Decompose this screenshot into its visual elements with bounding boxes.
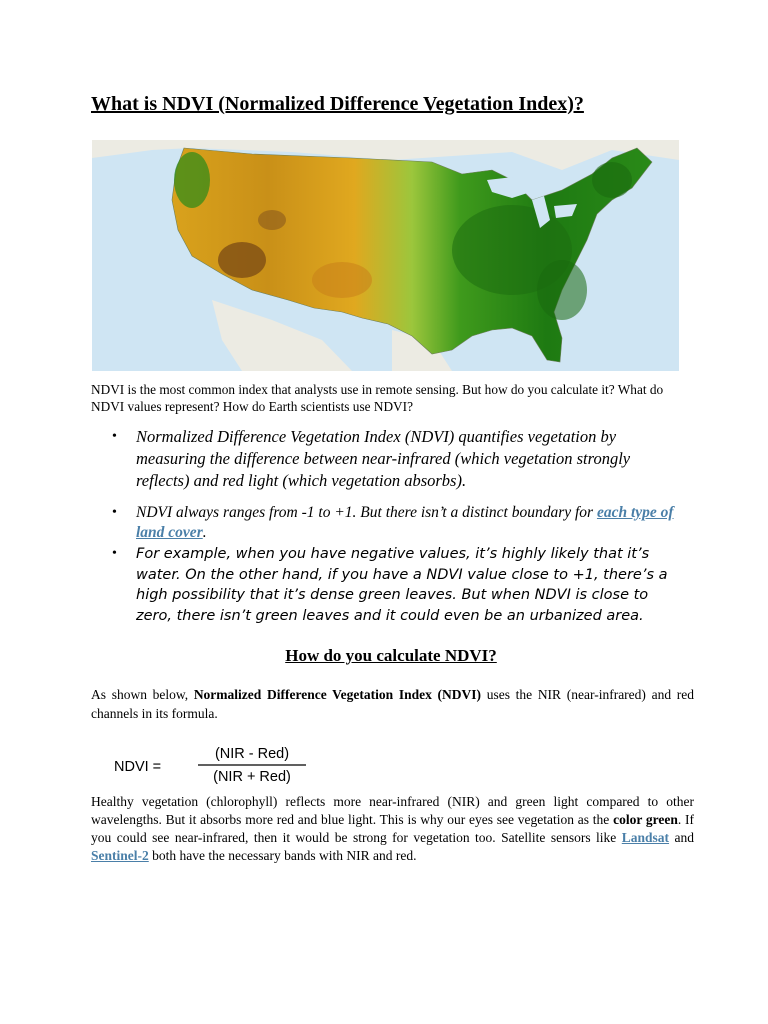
bullet-item [112,544,687,626]
bullet-icon: • [112,505,117,520]
formula-numerator: (NIR - Red) [214,746,290,762]
sentinel-2-link[interactable]: Sentinel-2 [91,848,149,863]
land-cover-link[interactable]: each type of land cover [136,504,674,541]
bullet-item [112,426,687,492]
formula-lhs: NDVI = [114,759,162,775]
text-run: Healthy vegetation (chlorophyll) reflects more near-infrared (NIR) and green light compared to other wavelengths. But it absorbs more red and blue light. This is why our eyes see vegetation as the [91,794,694,827]
intro-paragraph: NDVI is the most common index that analysts use in remote sensing. But how do you calculate it? What do NDVI values represent? How do Earth scientists use NDVI? [91,382,664,414]
page-title: What is NDVI (Normalized Difference Vegetation Index)? [91,93,584,115]
us-ndvi-map [92,140,679,371]
bullet-list [112,426,687,626]
ndvi-formula [92,741,340,787]
bullet-text: NDVI always ranges from -1 to +1. But there isn’t a distinct boundary for [136,504,597,521]
bold-term: color green [613,812,678,827]
section-heading: How do you calculate NDVI? [285,646,497,665]
vegetation-paragraph [91,793,694,865]
bullet-icon: • [112,546,117,561]
landsat-link[interactable]: Landsat [621,830,670,845]
bullet-text: For example, when you have negative values, it’s highly likely that it’s water. On the other hand, if you have a NDVI value close to +1, there’s a high possibility that it’s dense green leaves. But when NDVI is close to zero, there isn’t green leaves and it could even be an urbanized area. [136,546,668,624]
bold-term: Normalized Difference Vegetation Index (NDVI) [193,687,482,702]
text-run: and [669,830,694,845]
text-run: both have the necessary bands with NIR and red. [148,848,417,863]
text-run: . If you could see near-infrared, then it would be strong for vegetation too. Satellite sensors like [91,812,694,845]
bullet-icon: • [112,429,117,444]
bullet-item [112,503,687,543]
bullet-text: Normalized Difference Vegetation Index (NDVI) quantifies vegetation by measuring the difference between near-infrared (which vegetation strongly reflects) and red light (which vegetation absorbs). [136,427,631,490]
text-run: uses the NIR (near-infrared) and red channels in its formula. [91,687,695,721]
text-run: As shown below, [91,687,194,702]
bullet-text-end: . [202,524,207,541]
formula-denominator: (NIR + Red) [213,769,291,785]
formula-intro-paragraph [91,686,694,723]
